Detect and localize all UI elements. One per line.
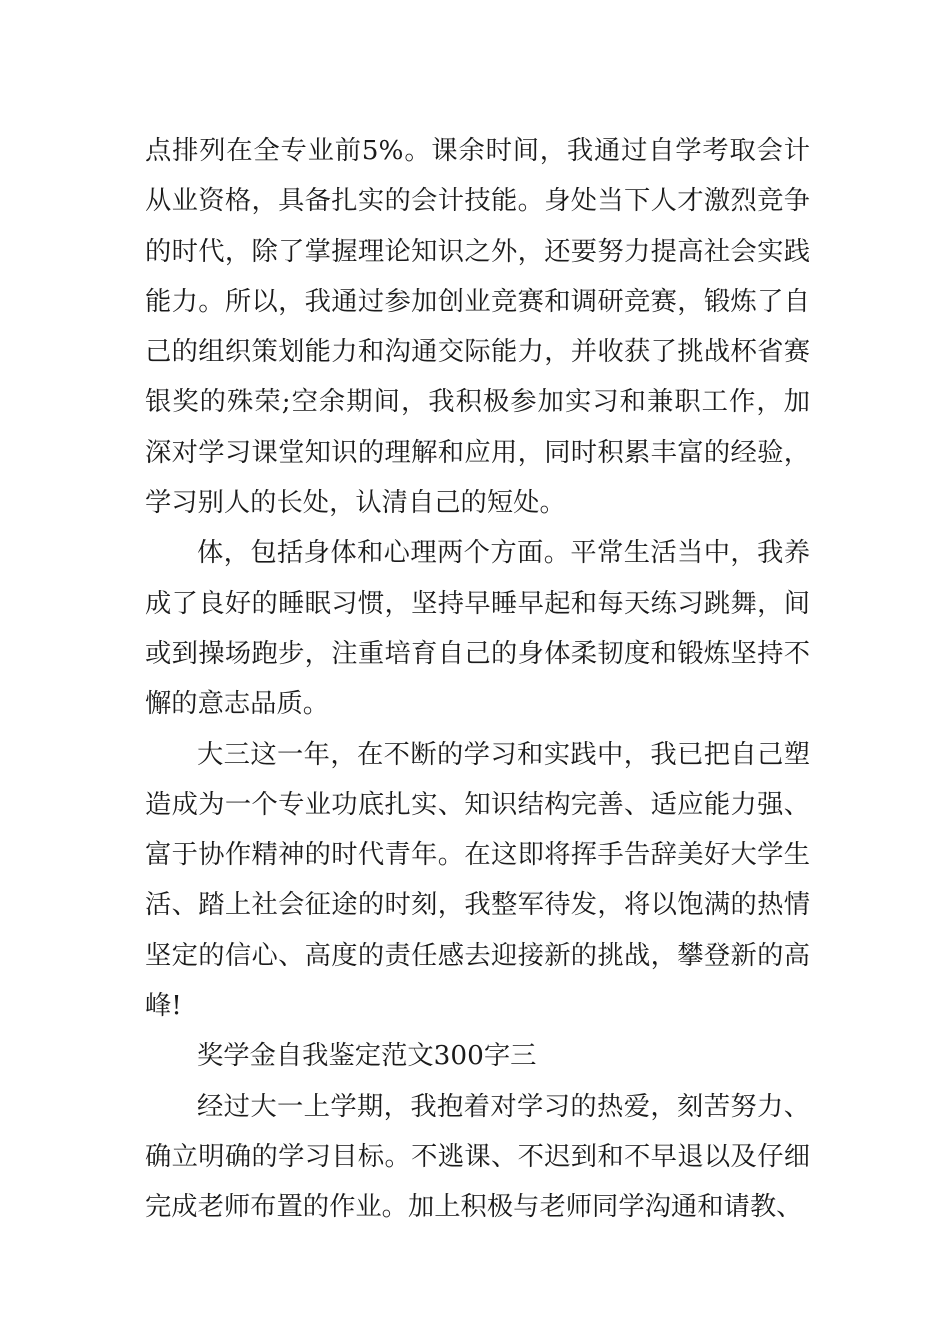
paragraph-2: 体，包括身体和心理两个方面。平常生活当中，我养成了良好的睡眠习惯，坚持早睡早起和每天练习跳舞，间或到操场跑步，注重培育自己的身体柔韧度和锻炼坚持不懈的意志品质。 — [145, 538, 810, 720]
document-body — [145, 126, 810, 1233]
paragraph-3: 大三这一年，在不断的学习和实践中，我已把自己塑造成为一个专业功底扎实、知识结构完善、适应能力强、富于协作精神的时代青年。在这即将挥手告辞美好大学生活、踏上社会征途的时刻，我整军待发，将以饱满的热情坚定的信心、高度的责任感去迎接新的挑战，攀登新的高峰! — [145, 739, 810, 1022]
section-heading: 奖学金自我鉴定范文300字三 — [197, 1041, 537, 1072]
paragraph-1: 点排列在全专业前5%。课余时间，我通过自学考取会计从业资格，具备扎实的会计技能。身处当下人才激烈竞争的时代，除了掌握理论知识之外，还要努力提高社会实践能力。所以，我通过参加创业竞赛和调研竞赛，锻炼了自己的组织策划能力和沟通交际能力，并收获了挑战杯省赛银奖的殊荣;空余期间，我积极参加实习和兼职工作，加深对学习课堂知识的理解和应用，同时积累丰富的经验，学习别人的长处，认清自己的短处。 — [145, 136, 811, 519]
paragraph-4: 经过大一上学期，我抱着对学习的热爱，刻苦努力、确立明确的学习目标。不逃课、不迟到和不早退以及仔细完成老师布置的作业。加上积极与老师同学沟通和请教、 — [145, 1091, 810, 1223]
